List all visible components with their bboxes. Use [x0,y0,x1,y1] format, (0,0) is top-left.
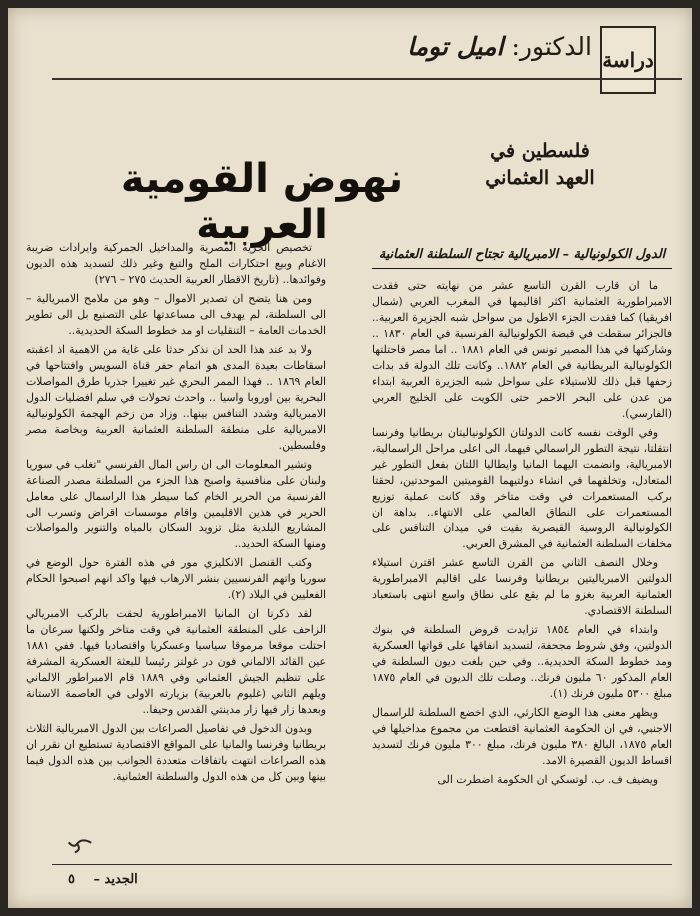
subheading: الدول الكولونيالية – الامبريالية تجتاح السلطنة العثمانية [372,246,672,269]
paragraph: وخلال النصف الثاني من القرن التاسع عشر اقترن استيلاء الدولتين الامبرياليتين بريطانيا وفرنسا على اقاليم الامبراطورية العثمانية العربية بغزو ما لم يقع على نطاق واسع انتهى باستعباد السلطنة الاقتصادي. [372,556,672,618]
footer: الجديد – ٥ [68,872,138,887]
paragraph: ومن هنا يتضح ان تصدير الاموال – وهو من ملامح الامبريالية – الى السلطنة، لم يهدف الى مساعدتها على التصنيع بل الى تطوير الخدمات العامة – التنقليات او مد خطوط السكة الحديدية.. [26,291,326,337]
paragraph: وكتب القنصل الانكليزي مور في هذه الفترة حول الوضع في سوريا واتهم الفرنسيين بنشر الارهاب فيها واكد انهم اصبحوا الحكام الفعليين في البلاد (٢). [26,556,326,602]
kicker [470,138,610,191]
kicker-line-1: فلسطين في [490,140,590,162]
section-label: دراسة [600,26,656,94]
paragraph: ولا بد عند هذا الحد ان نذكر حدثا على غاية من الاهمية اذ اعقبته اسقاطات بعيدة المدى هو اتمام حفر قناة السويس وافتتاحها في العام ١٨٦٩ .. فهذا الممر البحري غير تغييرا جذريا طرق المواصلات البحرية بين اوروبا واسيا .. واحدث تحولات في سلم افضليات الدول الامبريالية وشدد التنافس بينها.. وزاد من زخم الهجمة الكولونيالية الامبريالية على منطقة السلطنة العثمانية العربية وبخاصة مصر وفلسطين. [26,342,327,452]
paragraph: ويضيف ف. ب. لوتسكي ان الحكومة اضطرت الى [437,773,658,786]
kicker-line-2: العهد العثماني [485,166,595,189]
author-name: اميل توما [407,32,504,61]
page-number: ٥ [68,872,75,887]
magazine-page [8,8,692,908]
page-title: نهوض القومية العربية [120,156,404,248]
paragraph: تخصيص الجزية المصرية والمداخيل الجمركية وايرادات ضريبة الاغنام وبيع احتكارات الملح والتبغ وغير ذلك لتسديد هذه الديون وفوائدها.. (تاريخ الاقطار العربية الحديث ٢٧٥ – ٢٧٦) [26,241,326,286]
continue-arrow-icon [66,834,96,862]
paragraph: ما ان قارب القرن التاسع عشر من نهايته حتى فقدت الامبراطورية العثمانية اكثر اقاليمها في المغرب العربي (شمال افريقيا) كما فقدت الجزء الاطول من سواحل شبه الجزيرة العربية.. فالجزائر سقطت في قبضة الكولونيالية الفرنسية في العام ١٨٣٠ .. وشاركتها في هذا المصير تونس في العام ١٨٨١ .. اما مصر فاحتلتها الكولونيالية البريطانية في العام ١٨٨٢.. وكانت تلك الدولة قد بدات زحفها قبل ذلك للاستيلاء على سواحل شبه الجزيرة العربية ابتداء من عدن على البحر الاحمر حتى الكويت على الخليج العربي (الفارسي). [372,278,672,420]
magazine-name: الجديد [104,872,138,887]
paragraph: ويظهر معنى هذا الوضع الكارثي، الذي اخضع السلطنة للراسمال الاجنبي، في ان الحكومة العثمانية اقتطعت من مجموع مداخيلها في العام ١٨٧٥، البالغ ٣٨٠ مليون فرنك، مبلغ ٣٠٠ مليون فرنك لتسديد اقساط الديون القصيرة الامد. [372,706,673,768]
article-column-left [26,240,326,788]
paragraph: وابتداء في العام ١٨٥٤ تزايدت قروض السلطنة في بنوك الدولتين، وفق شروط مجحفة، لتسديد انفاقها على قواتها العسكرية ومد خطوط السكة الحديدية.. وفي حين بلغت ديون السلطنة في العام المذكور ٦٠ مليون فرنك.. وصلت تلك الديون في العام ١٨٧٥ مبلغ ٥٣٠٠ مليون فرنك (١). [372,623,672,701]
paragraph: وتشير المعلومات الى ان راس المال الفرنسي "تغلب في سوريا ولبنان على منافسية واصبح هذا الجزء من السلطنة مصدر الصناعة الفرنسية من الحرير الخام كما سيطر هذا الراسمال على معامل الحرير في هذين الاقليمين واقام موسسات اقراض وتسرب الى المشاريع البلدية مثل تزويد السكان بالمياه والتنوير والمواصلات ومنها السكة الحديد.. [26,457,326,551]
article-column-right [372,240,672,791]
paragraph: وبدون الدخول في تفاصيل الصراعات بين الدول الامبريالية الثلاث بريطانيا وفرنسا والمانيا على المواقع الاقتصادية تستطيع ان نقرر ان هذه الصراعات انتهت باتفاقات متعددة الجوانب بين هذه الدول فيما بينها وبين كل من هذه الدول والسلطنة العثمانية. [25,722,326,783]
paragraph: لقد ذكرنا ان المانيا الامبراطورية لحقت بالركب الامبريالي الزاحف على المنطقة العثمانية في وقت متاخر ولكنها سرعان ما احتلت موقعا مرموقا سياسيا وعسكريا واقتصاديا فيها. ففي ١٨٨١ عين القائد الالماني فون در غولتز رئيسا للبعثة العسكرية المشرفة على تنظيم الجيش العثماني وفي ١٨٨٩ قام الامبراطور الالماني ويلهم الثاني (غليوم بالعربية) بزيارته الاولى في العاصمة الاستانة وبعدها زار فيها زار مدينتي القدس وحيفا.. [26,607,326,717]
paragraph: وفي الوقت نفسه كانت الدولتان الكولونياليتان بريطانيا وفرنسا انتقلتا، نتيجة التطور الراسمالي فيهما، الى اعلى مراحل الراسمالية، الامبريالية، وانضمت اليهما المانيا وايطاليا اللتان بفعل التطور غير المتعادل، وتخلفهما في انشاء دولتيهما القوميتين الموحدتين، لحقتا بركب المستعمرات في وقت متاخر وقد كانت عملية توزيع المستعمرات على النطاق العالمي على الانتهاء.. بداهة ان الكولونيالية الروسية القيصرية بقيت في ميدان التنافس على مخلفات السلطنة العثمانية في المشرق العربي. [372,425,672,551]
author-label: الدكتور: [511,32,592,61]
footer-rule [52,864,672,865]
header-rule [52,78,682,80]
byline [252,32,592,61]
